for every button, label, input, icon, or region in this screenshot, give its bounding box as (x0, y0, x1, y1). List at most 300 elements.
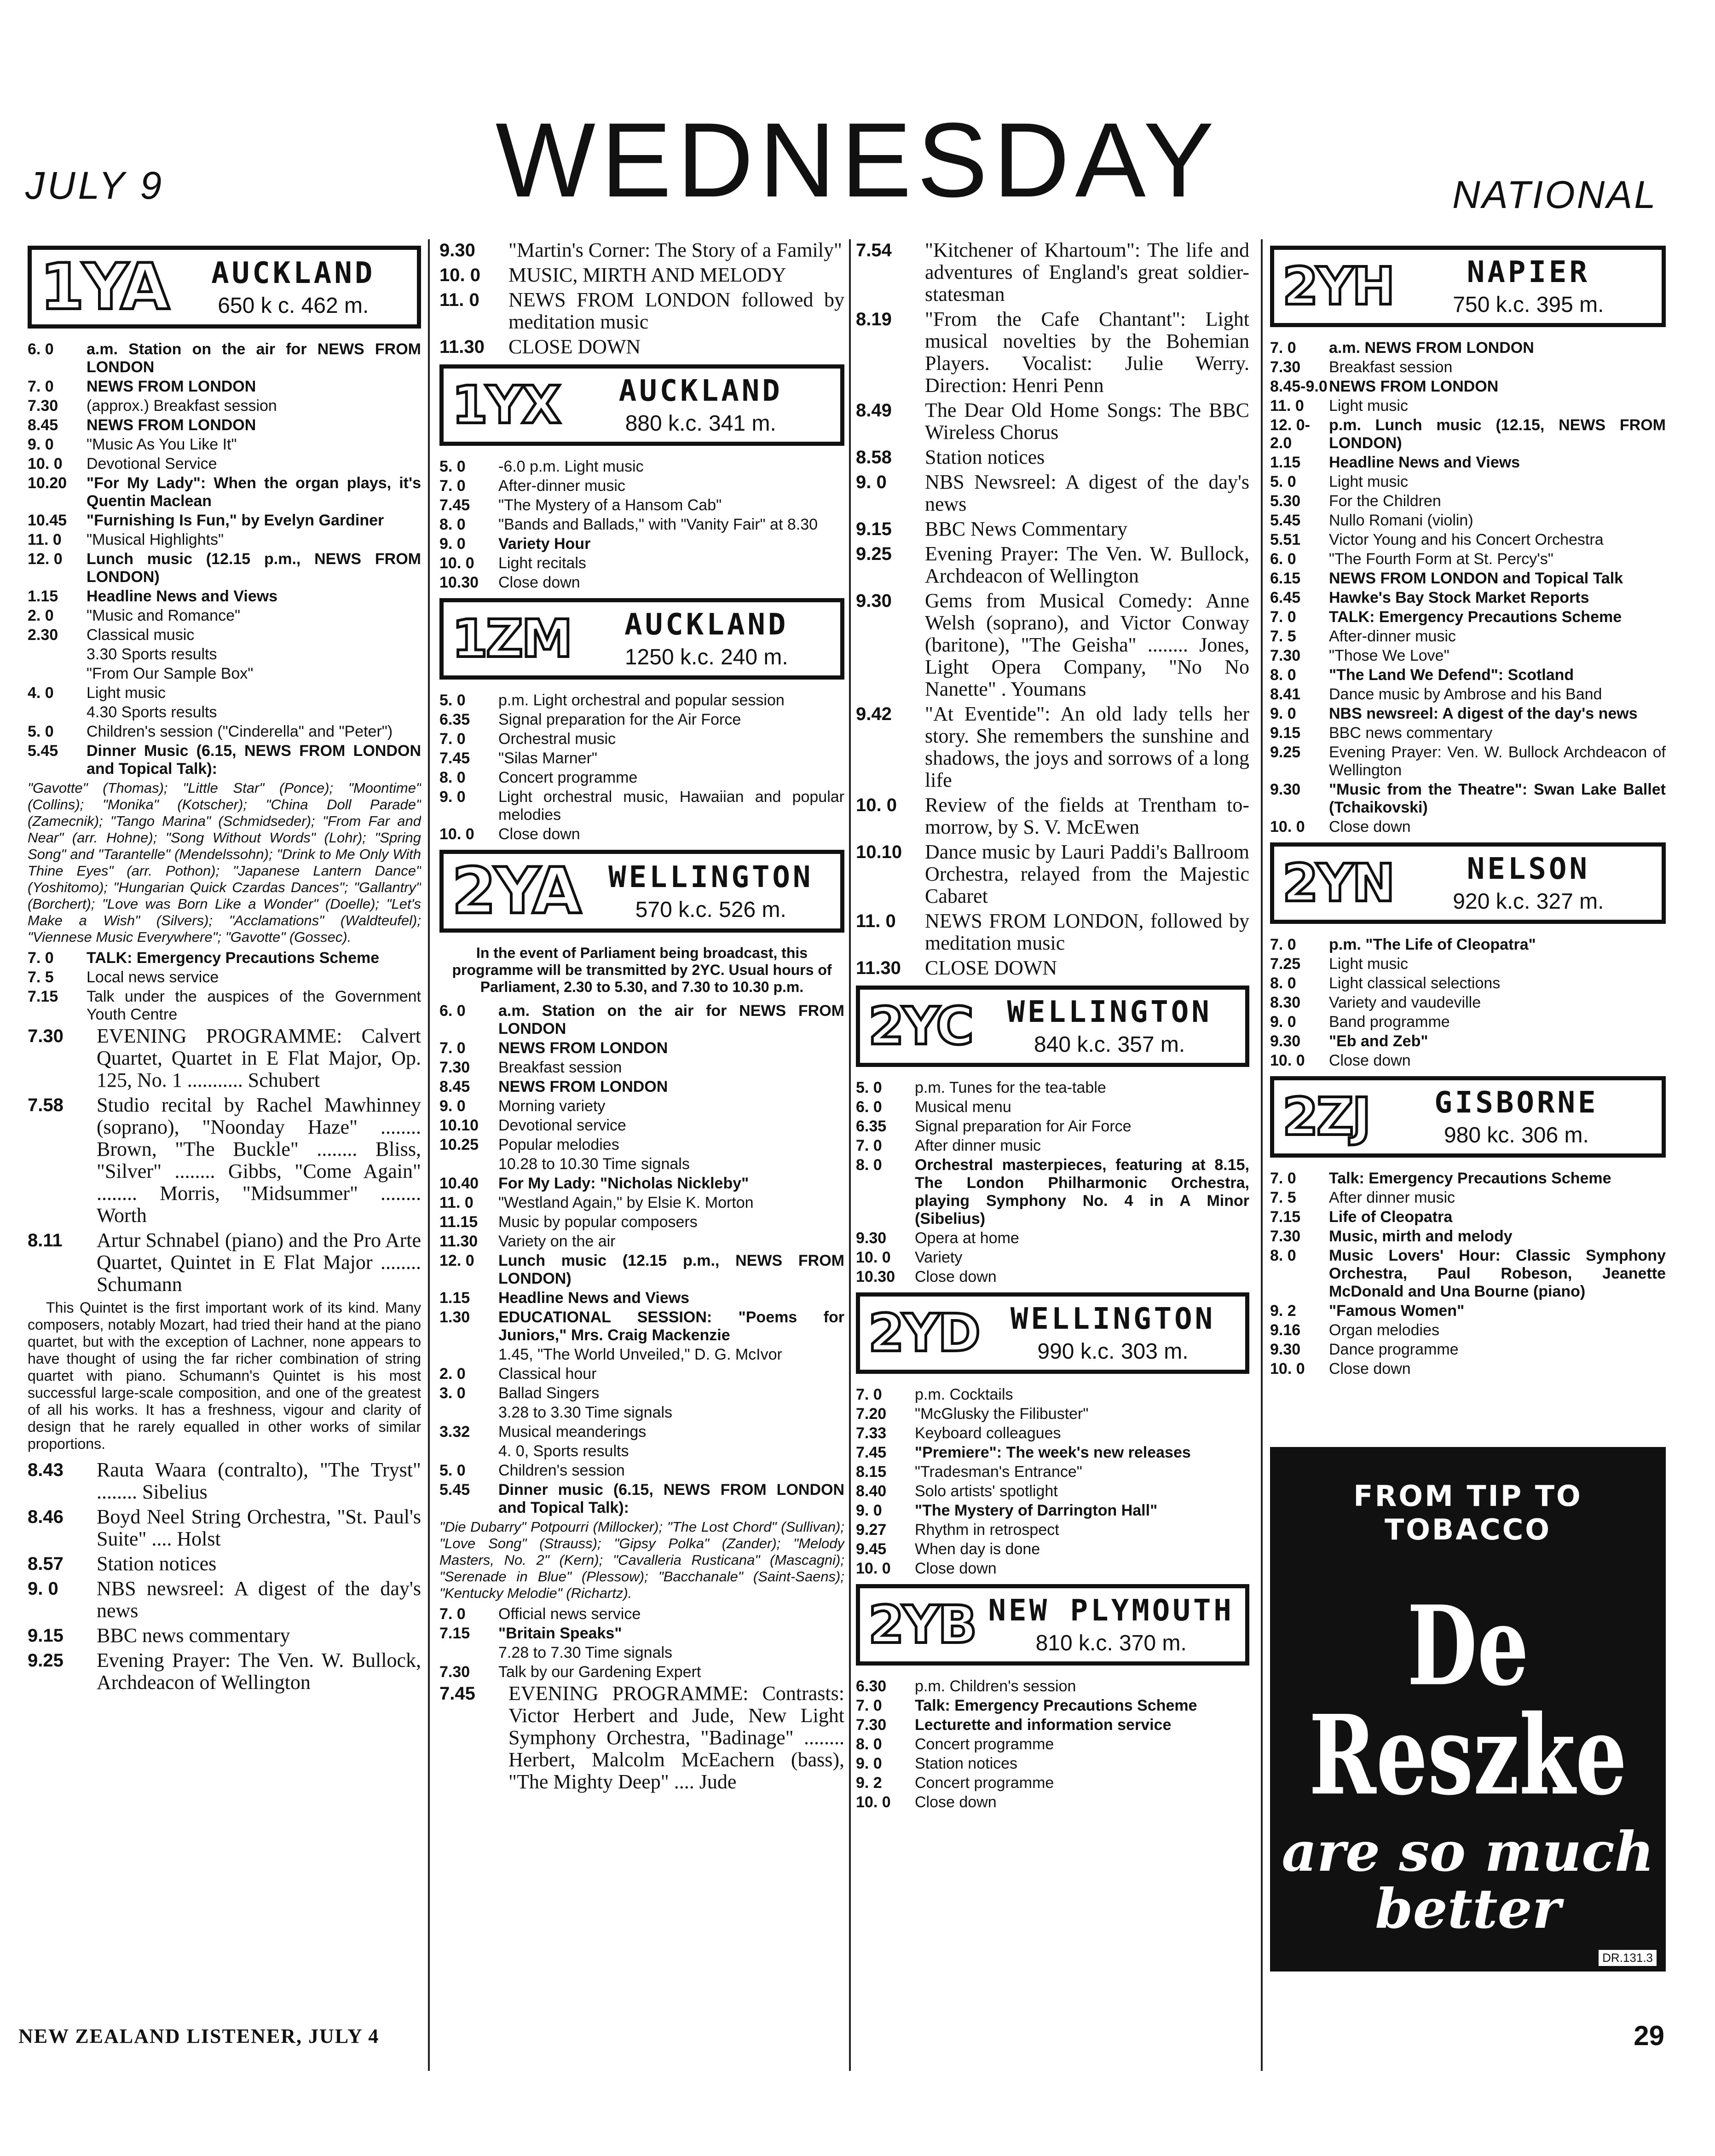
programme-time (28, 703, 87, 721)
station-city: GISBORNE (1434, 1086, 1599, 1120)
programme-item (439, 1117, 844, 1135)
programme-item (28, 1578, 421, 1622)
programme-title: p.m. Children's session (915, 1678, 1076, 1695)
programme-title: Light music (1329, 473, 1408, 490)
programme-title: "Music and Romance" (87, 607, 241, 624)
programme-time (439, 1442, 498, 1460)
programme-item (28, 1553, 421, 1575)
programme-item (28, 416, 421, 434)
programme-title: Light recitals (498, 554, 586, 572)
programme-item (28, 684, 421, 702)
programme-item (856, 1079, 1249, 1097)
programme-list-1ya-evening (28, 949, 421, 1024)
programme-time: 5. 0 (28, 723, 54, 740)
programme-time: 1.15 (28, 588, 58, 605)
programme-title: "The Mystery of a Hansom Cab" (498, 496, 722, 514)
programme-item (1270, 936, 1666, 954)
programme-time: 7. 0 (856, 1137, 882, 1154)
programme-title: Keyboard colleagues (915, 1424, 1061, 1442)
programme-time: 7. 0 (856, 1697, 882, 1714)
programme-title: Signal preparation for the Air Force (498, 711, 741, 728)
programme-title: Close down (915, 1560, 997, 1577)
programme-list-2zj (1270, 1170, 1666, 1378)
programme-title: 4. 0, Sports results (498, 1442, 629, 1460)
programme-item (856, 471, 1249, 515)
programme-item (1270, 744, 1666, 779)
programme-title: Band programme (1329, 1013, 1450, 1031)
programme-time: 6.35 (856, 1118, 887, 1135)
programme-time: 10.40 (439, 1175, 479, 1192)
programme-title: Review of the fields at Trentham to-morrow, by S. V. McEwen (925, 794, 1249, 838)
programme-time: 10.25 (439, 1136, 479, 1153)
programme-title: CLOSE DOWN (925, 957, 1057, 979)
column-rule (1261, 239, 1263, 2071)
station-city: AUCKLAND (618, 374, 783, 408)
programme-item (1270, 1208, 1666, 1226)
programme-item (28, 607, 421, 625)
programme-title: BBC News Commentary (925, 518, 1127, 540)
station-2yn (1270, 842, 1666, 924)
programme-item (439, 769, 844, 787)
programme-item (1270, 1302, 1666, 1320)
programme-time: 11. 0 (1270, 397, 1304, 415)
programme-item (856, 794, 1249, 838)
programme-time: 5.30 (1270, 492, 1301, 510)
programme-item (1270, 378, 1666, 396)
programme-title: For the Children (1329, 492, 1441, 510)
programme-time: 7.15 (439, 1625, 470, 1642)
programme-time: 9.30 (1270, 1341, 1301, 1358)
programme-time: 5. 0 (1270, 473, 1296, 490)
programme-item (856, 1560, 1249, 1578)
programme-title: Variety (915, 1249, 963, 1266)
programme-title: Evening Prayer: The Ven. W. Bullock, Archdeacon of Wellington (97, 1649, 421, 1694)
programme-time: 10. 0 (1270, 1052, 1305, 1069)
programme-item (856, 1697, 1249, 1715)
programme-time: 9.30 (1270, 781, 1301, 798)
programme-title: Headline News and Views (1329, 454, 1520, 471)
programme-list-2ya-concert (439, 1683, 844, 1793)
programme-time: 7. 0 (28, 378, 54, 395)
programme-item (856, 1755, 1249, 1773)
programme-title: Dance music by Ambrose and his Band (1329, 686, 1602, 703)
column-rule (428, 239, 430, 2071)
programme-time: 2.30 (28, 626, 58, 644)
programme-item (439, 574, 844, 592)
programme-time: 8.58 (856, 447, 892, 467)
programme-item (1270, 1228, 1666, 1245)
station-logo: 1YX (452, 375, 560, 435)
programme-item (439, 711, 844, 729)
programme-item (28, 742, 421, 778)
programme-title: Solo artists' spotlight (915, 1482, 1058, 1500)
programme-title: NEWS FROM LONDON followed by meditation music (508, 288, 844, 333)
programme-item (439, 730, 844, 748)
programme-item (856, 1405, 1249, 1423)
programme-list-1yx (439, 458, 844, 592)
programme-title: Lunch music (12.15 p.m., NEWS FROM LONDON) (498, 1252, 844, 1287)
programme-title: Morning variety (498, 1097, 606, 1115)
programme-title: Headline News and Views (87, 588, 278, 605)
programme-item (1270, 705, 1666, 723)
programme-time: 7.54 (856, 240, 892, 260)
programme-item (28, 665, 421, 683)
programme-title: Children's session (498, 1462, 625, 1479)
programme-item (856, 841, 1249, 907)
programme-title: NEWS FROM LONDON (498, 1039, 668, 1057)
programme-time: 6.30 (856, 1678, 887, 1695)
programme-title: TALK: Emergency Precautions Scheme (87, 949, 380, 967)
programme-item (1270, 492, 1666, 510)
station-2yb (856, 1584, 1249, 1666)
programme-item (28, 474, 421, 510)
programme-time: 7.30 (856, 1716, 887, 1734)
programme-title: "McGlusky the Filibuster" (915, 1405, 1089, 1423)
programme-item (439, 1289, 844, 1307)
programme-time: 7. 0 (1270, 339, 1296, 357)
programme-time: 10.10 (439, 1117, 479, 1134)
programme-list-2yc (856, 1079, 1249, 1286)
programme-item (28, 626, 421, 644)
programme-time: 5.45 (1270, 512, 1301, 529)
programme-item (439, 1481, 844, 1517)
programme-time: 6.35 (439, 711, 470, 728)
programme-time: 7.33 (856, 1424, 887, 1442)
programme-title: p.m. "The Life of Cleopatra" (1329, 936, 1536, 953)
dinner-music-list: "Die Dubarry" Potpourri (Millocker); "The Lost Chord" (Sullivan); "Love Song" (Strauss); "Gipsy Polka" (Zander); "Melody Masters, No. 2" (Kern); "Cavalleria Rusticana" (Mascagni); "Serenade in Blue" (Plessow); "Bacchanale" (Saint-Saens); "Kentucky Melodie" (Richartz). (439, 1519, 844, 1601)
programme-item (439, 264, 844, 286)
programme-title: Close down (915, 1268, 997, 1286)
programme-title: NEWS FROM LONDON (498, 1078, 668, 1095)
programme-item (856, 1156, 1249, 1228)
programme-time: 9.25 (1270, 744, 1301, 761)
station-2zj (1270, 1076, 1666, 1158)
programme-item (439, 1136, 844, 1154)
programme-title: "Those We Love" (1329, 647, 1449, 664)
programme-title: Station notices (97, 1552, 217, 1575)
station-1zm (439, 598, 844, 680)
programme-item (439, 1644, 844, 1662)
programme-item (856, 543, 1249, 587)
programme-time: 8. 0 (1270, 666, 1296, 684)
programme-time: 8.15 (856, 1463, 887, 1481)
programme-title: Breakfast session (498, 1059, 622, 1076)
programme-item (28, 588, 421, 605)
programme-time: 6. 0 (856, 1098, 882, 1116)
programme-item (856, 1793, 1249, 1811)
programme-title: "Bands and Ballads," with "Vanity Fair" at 8.30 (498, 516, 818, 533)
programme-time (439, 1644, 498, 1662)
programme-time: 7.30 (439, 1663, 470, 1681)
programme-item (856, 1249, 1249, 1267)
programme-item (28, 1229, 421, 1296)
programme-time: 3. 0 (439, 1384, 466, 1402)
programme-title: NBS newsreel: A digest of the day's news (97, 1577, 421, 1622)
programme-item (1270, 608, 1666, 626)
programme-title: "Music As You Like It" (87, 436, 237, 453)
programme-title: Light music (1329, 397, 1408, 415)
ad-slogan: are so much better (1282, 1820, 1654, 1941)
ad-brand: De Reszke (1309, 1581, 1627, 1820)
programme-title: After-dinner music (1329, 628, 1456, 645)
programme-time: 8.40 (856, 1482, 887, 1500)
programme-title: "Furnishing Is Fun," by Evelyn Gardiner (87, 512, 384, 529)
programme-time: 11.30 (856, 958, 901, 978)
programme-item (1270, 589, 1666, 607)
programme-item (1270, 1247, 1666, 1301)
station-city: AUCKLAND (211, 256, 375, 290)
programme-time: 9. 0 (1270, 1013, 1296, 1031)
programme-time: 7.30 (1270, 1228, 1301, 1245)
programme-list-1ya (28, 340, 421, 778)
programme-time: 7. 0 (28, 949, 54, 967)
programme-item (439, 749, 844, 767)
programme-list-2yn (1270, 936, 1666, 1070)
programme-title: Dance programme (1329, 1341, 1459, 1358)
programme-item (28, 1649, 421, 1694)
programme-time: 11.15 (439, 1213, 478, 1231)
programme-time: 1.15 (439, 1289, 470, 1307)
programme-item (856, 518, 1249, 540)
programme-title: Talk under the auspices of the Government Youth Centre (87, 988, 421, 1023)
programme-title: Close down (1329, 1052, 1411, 1069)
programme-item (28, 1506, 421, 1550)
column-rule (849, 239, 851, 2071)
station-logo: 2YH (1282, 256, 1393, 317)
programme-title: a.m. Station on the air for NEWS FROM LONDON (498, 1002, 844, 1038)
programme-title: Devotional service (498, 1117, 626, 1134)
column-1 (28, 239, 421, 2080)
programme-title: Gems from Musical Comedy: Anne Welsh (soprano), and Victor Conway (baritone), "The Geisha" ........ Jones, Light Opera Company, "No No Nanette" . Youmans (925, 589, 1249, 700)
programme-time: 7. 5 (28, 968, 54, 986)
programme-item (439, 1384, 844, 1402)
programme-item (28, 340, 421, 376)
programme-title: "The Mystery of Darrington Hall" (915, 1502, 1158, 1519)
programme-title: Variety on the air (498, 1233, 616, 1250)
programme-time: 10.30 (439, 574, 479, 591)
programme-time: 9.30 (1270, 1032, 1301, 1050)
programme-time: 11. 0 (439, 1194, 474, 1211)
programme-time: 12. 0-2.0 (1270, 416, 1310, 452)
programme-time: 9. 0 (439, 535, 466, 553)
programme-item (439, 1213, 844, 1231)
programme-title: Victor Young and his Concert Orchestra (1329, 531, 1604, 548)
station-logo: 2YA (452, 854, 580, 928)
ad-code: DR.131.3 (1599, 1950, 1657, 1966)
programme-title: Orchestral music (498, 730, 616, 748)
programme-time: 8. 0 (1270, 1247, 1296, 1264)
programme-time: 1.30 (439, 1309, 470, 1326)
programme-time: 9.16 (1270, 1321, 1301, 1339)
programme-time: 7. 0 (856, 1386, 882, 1403)
programme-title: Dinner Music (6.15, NEWS FROM LONDON and Topical Talk): (87, 742, 421, 778)
programme-time: 7. 0 (439, 477, 466, 495)
programme-time: 9. 2 (1270, 1302, 1296, 1320)
programme-list-1ya-close (439, 239, 844, 358)
programme-time: 9.25 (28, 1650, 64, 1671)
station-city: NELSON (1467, 852, 1590, 886)
programme-time: 2. 0 (28, 607, 54, 624)
programme-item (1270, 1321, 1666, 1339)
programme-time: 7.30 (1270, 647, 1301, 664)
dinner-music-list: "Gavotte" (Thomas); "Little Star" (Ponce); "Moontime" (Collins); "Monika" (Kotscher); "China Doll Parade" (Zamecnik); "Tango Marina" (Schmidseder); "From Far and Near" (arr. Hohne); "Song Without Words" (Lohr); "Spring Song" and "Tarantelle" (Mendelssohn); "Drink to Me Only With Thine Eyes" (arr. Pothon); "Japanese Lantern Dance" (Yoshitomo); "Hungarian Quick Czardas Dances"; "Gallantry" (Borchert); "Love was Born Like a Wonder" (Doelle); "Let's Make a Wish" (Silvers); "Acclamations" (Waldteufel); "Viennese Music Everywhere"; "Gavotte" (Gossec). (28, 780, 421, 945)
programme-title: "Martin's Corner: The Story of a Family" (508, 239, 842, 261)
programme-title: "Premiere": The week's new releases (915, 1444, 1191, 1461)
programme-item (28, 378, 421, 396)
programme-item (28, 455, 421, 473)
programme-title: Close down (498, 574, 580, 591)
programme-item (856, 1424, 1249, 1442)
programme-item (439, 1346, 844, 1364)
programme-title: Light classical selections (1329, 974, 1501, 992)
programme-time: 8. 0 (856, 1156, 882, 1174)
station-frequency: 570 k.c. 526 m. (635, 897, 786, 922)
programme-title: Life of Cleopatra (1329, 1208, 1453, 1226)
programme-time: 9. 0 (1270, 705, 1296, 722)
programme-time: 7. 0 (1270, 1170, 1296, 1187)
programme-time: 5. 0 (439, 692, 466, 709)
programme-title: TALK: Emergency Precautions Scheme (1329, 608, 1622, 626)
programme-item (1270, 1052, 1666, 1070)
programme-list-2yb (856, 1678, 1249, 1811)
programme-list-2yd (856, 1386, 1249, 1578)
programme-title: Popular melodies (498, 1136, 619, 1153)
programme-item (1270, 974, 1666, 992)
station-1yx (439, 364, 844, 446)
programme-title: Concert programme (498, 769, 638, 786)
programme-time: 9. 2 (856, 1774, 882, 1792)
programme-time: 8. 0 (856, 1735, 882, 1753)
programme-title: Musical menu (915, 1098, 1011, 1116)
programme-time: 7.15 (28, 988, 58, 1005)
programme-item (1270, 724, 1666, 742)
programme-title: Close down (1329, 1360, 1411, 1378)
programme-item (1270, 1189, 1666, 1207)
programme-time: 2. 0 (439, 1365, 466, 1383)
programme-time: 9. 0 (856, 472, 887, 492)
programme-item (439, 1625, 844, 1643)
programme-time: 5. 0 (439, 458, 466, 475)
programme-time (439, 1155, 498, 1173)
programme-title: p.m. Tunes for the tea-table (915, 1079, 1106, 1096)
programme-title: "Westland Again," by Elsie K. Morton (498, 1194, 754, 1211)
programme-title: BBC news commentary (97, 1624, 290, 1647)
programme-time: 8.43 (28, 1460, 64, 1480)
programme-title: EVENING PROGRAMME: Calvert Quartet, Quartet in E Flat Major, Op. 125, No. 1 ........... Schubert (97, 1025, 421, 1091)
programme-title: Classical music (87, 626, 195, 644)
programme-item (439, 1442, 844, 1460)
programme-title: a.m. Station on the air for NEWS FROM LONDON (87, 340, 421, 376)
programme-item (856, 308, 1249, 397)
programme-item (439, 1194, 844, 1212)
programme-item (439, 1078, 844, 1096)
programme-time: 9.30 (439, 240, 475, 260)
programme-time: 8. 0 (1270, 974, 1296, 992)
programme-item (856, 1118, 1249, 1136)
programme-time (439, 1346, 498, 1364)
programme-time: 7.30 (439, 1059, 470, 1076)
programme-title: Close down (1329, 818, 1411, 836)
programme-title: NEWS FROM LONDON (1329, 378, 1499, 395)
station-logo: 2YC (868, 996, 972, 1056)
publication-footer: NEW ZEALAND LISTENER, JULY 4 (18, 2025, 380, 2047)
programme-title: "Silas Marner" (498, 749, 597, 767)
programme-time: 10. 0 (439, 265, 480, 285)
programme-time: 10. 0 (439, 554, 474, 572)
programme-item (28, 949, 421, 967)
programme-title: "Britain Speaks" (498, 1625, 622, 1642)
programme-time: 7.45 (856, 1444, 887, 1461)
programme-title: Station notices (925, 446, 1045, 468)
programme-item (856, 1678, 1249, 1695)
programme-time: 7.58 (28, 1095, 64, 1115)
programme-time: 8.57 (28, 1554, 64, 1574)
programme-title: (approx.) Breakfast session (87, 397, 277, 415)
programme-list-2ya (439, 1002, 844, 1517)
programme-item (1270, 686, 1666, 703)
station-city: AUCKLAND (624, 608, 789, 642)
station-2yh (1270, 246, 1666, 327)
programme-title: Talk: Emergency Precautions Scheme (1329, 1170, 1611, 1187)
programme-item (439, 1462, 844, 1480)
programme-item (1270, 1360, 1666, 1378)
programme-title: Boyd Neel String Orchestra, "St. Paul's Suite" .... Holst (97, 1505, 421, 1550)
station-frequency: 840 k.c. 357 m. (1034, 1032, 1185, 1057)
programme-time: 5. 0 (439, 1462, 466, 1479)
programme-title: Local news service (87, 968, 219, 986)
section-label: NATIONAL (1452, 173, 1657, 216)
station-logo: 1ZM (452, 609, 571, 669)
programme-title: Variety and vaudeville (1329, 994, 1481, 1011)
programme-title: Orchestral masterpieces, featuring at 8.15, The London Philharmonic Orchestra, playing Symphony No. 4 in A Minor (Sibelius) (915, 1156, 1249, 1228)
programme-item (1270, 781, 1666, 817)
programme-time: 10.45 (28, 512, 67, 529)
programme-item (28, 646, 421, 663)
programme-time: 7.15 (1270, 1208, 1301, 1226)
issue-date: JULY 9 (25, 164, 165, 207)
programme-title: Music by popular composers (498, 1213, 698, 1231)
programme-title: Nullo Romani (violin) (1329, 512, 1473, 529)
programme-item (28, 968, 421, 986)
programme-title: "Famous Women" (1329, 1302, 1465, 1320)
programme-time: 10. 0 (28, 455, 63, 473)
programme-title: After dinner music (1329, 1189, 1455, 1206)
programme-time: 9. 0 (439, 1097, 466, 1115)
programme-time: 7.20 (856, 1405, 887, 1423)
programme-title: Light orchestral music, Hawaiian and popular melodies (498, 788, 844, 824)
programme-time: 8.45 (28, 416, 58, 434)
programme-time: 11. 0 (28, 531, 62, 548)
programme-item (856, 1735, 1249, 1753)
programme-title: "From the Cafe Chantant": Light musical novelties by the Bohemian Players. Vocalist: Julie Werry. Direction: Henri Penn (925, 308, 1249, 397)
programme-time: 8. 0 (439, 769, 466, 786)
programme-item (439, 692, 844, 709)
programme-item (1270, 454, 1666, 472)
programme-title: Breakfast session (1329, 358, 1453, 376)
programme-item (856, 1521, 1249, 1539)
programme-time: 5.45 (28, 742, 58, 760)
programme-time: 7. 0 (439, 1039, 466, 1057)
programme-title: Concert programme (915, 1735, 1054, 1753)
programme-list-1zm (439, 692, 844, 843)
programme-title: For My Lady: "Nicholas Nickleby" (498, 1175, 749, 1192)
programme-item (439, 1059, 844, 1077)
programme-title: Concert programme (915, 1774, 1054, 1792)
programme-time: 10. 0 (1270, 1360, 1305, 1378)
programme-title: Evening Prayer: Ven. W. Bullock Archdeacon of Wellington (1329, 744, 1666, 779)
programme-time: 10. 0 (856, 1793, 891, 1811)
programme-item (439, 1683, 844, 1793)
